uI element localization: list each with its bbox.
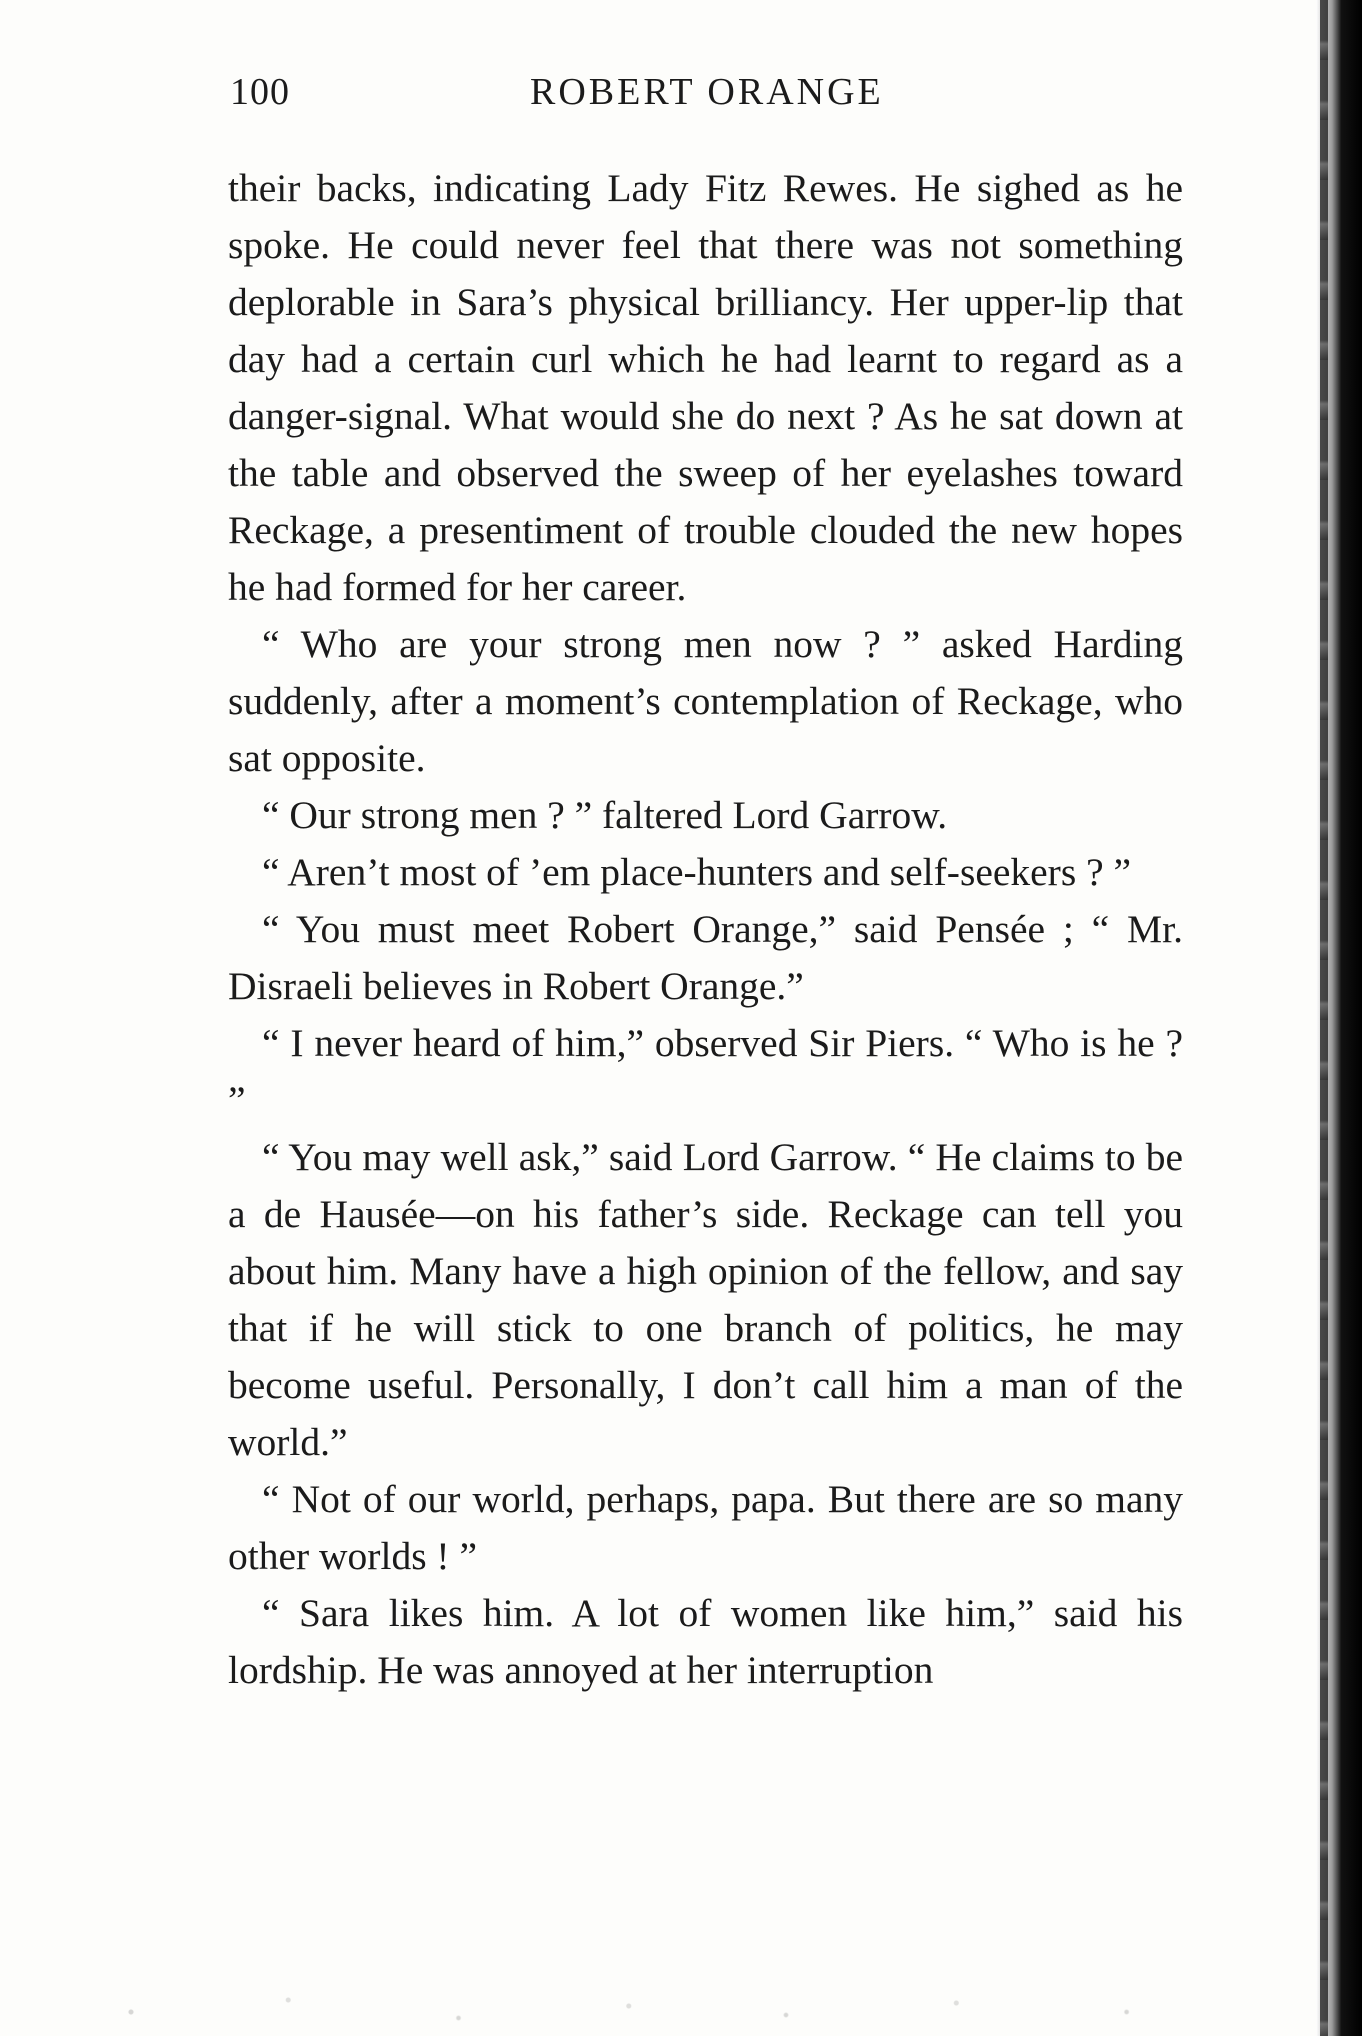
paragraph: their backs, indicating Lady Fitz Rewes. He sighed as he spoke. He could never feel that there was not something deplorable in Sara’s physical brilliancy. Her upper-lip that day had a certain curl which he had learnt to regard as a danger-signal. What would she do next ? As he sat down at the table and observed the sweep of her eyelashes toward Reckage, a presentiment of trouble clouded the new hopes he had formed for her career.	[228, 166, 1183, 609]
body-text	[228, 160, 1183, 1699]
scan-speckle	[0, 1976, 1310, 2036]
paragraph: “ You must meet Robert Orange,” said Pensée ; “ Mr. Disraeli believes in Robert Orange.”	[228, 907, 1183, 1008]
running-title: ROBERT ORANGE	[530, 71, 884, 113]
running-head	[230, 70, 1180, 120]
paragraph: “ Our strong men ? ” faltered Lord Garrow.	[262, 793, 948, 837]
paragraph: “ Not of our world, perhaps, papa. But there are so many other worlds ! ”	[228, 1477, 1183, 1578]
paragraph: “ Sara likes him. A lot of women like him,” said his lordship. He was annoyed at her interruption	[228, 1591, 1183, 1692]
paragraph: “ Aren’t most of ’em place-hunters and self-seekers ? ”	[262, 850, 1132, 894]
paragraph: “ Who are your strong men now ? ” asked Harding suddenly, after a moment’s contemplation of Reckage, who sat opposite.	[228, 622, 1183, 780]
paragraph: “ You may well ask,” said Lord Garrow. “ He claims to be a de Hausée—on his father’s side. Reckage can tell you about him. Many have a high opinion of the fellow, and say that if he will stick to one branch of politics, he may become useful. Personally, I don’t call him a man of the world.”	[228, 1135, 1183, 1464]
page-spine-edge	[1320, 0, 1328, 2036]
paragraph: “ I never heard of him,” observed Sir Piers. “ Who is he ? ”	[228, 1021, 1183, 1122]
page-number: 100	[230, 71, 290, 113]
